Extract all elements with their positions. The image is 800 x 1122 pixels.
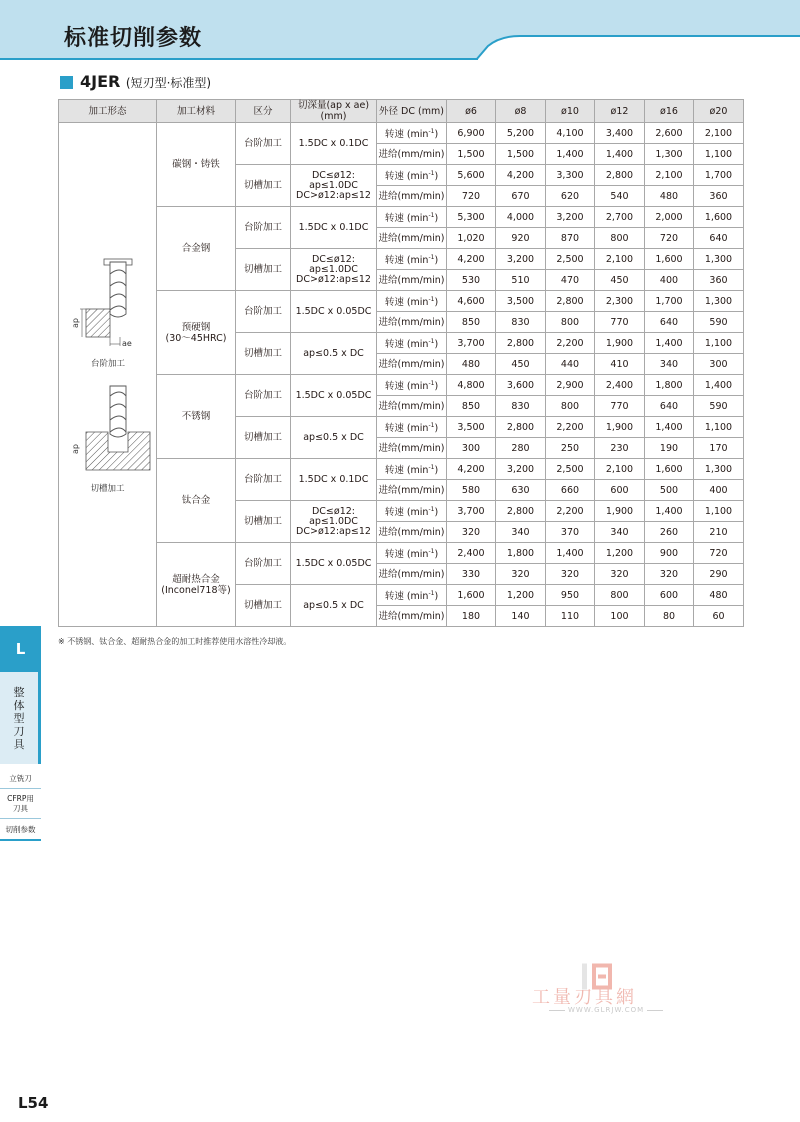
table-row xyxy=(59,459,744,480)
speed-label-cell: 转速 $(\min^{-1})$ xyxy=(377,207,447,228)
speed-value-cell: 2,800 xyxy=(546,291,595,312)
speed-value-cell: 1,900 xyxy=(595,501,645,522)
feed-value-cell: 360 xyxy=(694,270,744,291)
header-cell: 区分 xyxy=(236,100,291,123)
speed-value-cell: 1,400 xyxy=(645,417,694,438)
feed-value-cell: 190 xyxy=(645,438,694,459)
depth-cell: 1.5DC x 0.1DC xyxy=(291,207,377,249)
speed-value-cell: 4,600 xyxy=(447,291,496,312)
shape-diagram-cell xyxy=(59,123,157,627)
header-cell: ø8 xyxy=(496,100,546,123)
slot-label: 切槽加工 xyxy=(90,484,125,494)
speed-value-cell: 2,800 xyxy=(496,417,546,438)
speed-value-cell: 3,700 xyxy=(447,333,496,354)
feed-value-cell: 1,100 xyxy=(694,144,744,165)
speed-value-cell: 1,400 xyxy=(645,501,694,522)
table-row xyxy=(59,543,744,564)
speed-value-cell: 2,200 xyxy=(546,501,595,522)
speed-value-cell: 2,100 xyxy=(645,165,694,186)
material-cell: 钛合金 xyxy=(157,459,236,543)
operation-cell: 切槽加工 xyxy=(236,417,291,459)
feed-value-cell: 250 xyxy=(546,438,595,459)
header-cell: 外径 DC (mm) xyxy=(377,100,447,123)
side-category-label: 整体型刀具 xyxy=(13,686,25,751)
feed-value-cell: 1,300 xyxy=(645,144,694,165)
feed-value-cell: 230 xyxy=(595,438,645,459)
feed-label-cell: 进给(mm/min) xyxy=(377,144,447,165)
material-cell: 预硬钢 (30～45HRC) xyxy=(157,291,236,375)
feed-value-cell: 330 xyxy=(447,564,496,585)
speed-value-cell: 3,700 xyxy=(447,501,496,522)
speed-value-cell: 5,300 xyxy=(447,207,496,228)
speed-value-cell: 3,400 xyxy=(595,123,645,144)
side-item-cfrp[interactable]: CFRP用 刀具 xyxy=(0,793,41,819)
feed-value-cell: 320 xyxy=(595,564,645,585)
feed-value-cell: 60 xyxy=(694,606,744,627)
side-tab-letter[interactable]: L xyxy=(0,626,41,672)
operation-cell: 切槽加工 xyxy=(236,249,291,291)
feed-value-cell: 180 xyxy=(447,606,496,627)
speed-value-cell: 2,800 xyxy=(496,333,546,354)
watermark-url: WWW.GLRJW.COM xyxy=(546,1006,666,1014)
speed-label-cell: 转速 $(\min^{-1})$ xyxy=(377,459,447,480)
header-cell: ø10 xyxy=(546,100,595,123)
speed-value-cell: 900 xyxy=(645,543,694,564)
feed-value-cell: 140 xyxy=(496,606,546,627)
operation-cell: 台阶加工 xyxy=(236,207,291,249)
feed-value-cell: 580 xyxy=(447,480,496,501)
feed-value-cell: 830 xyxy=(496,396,546,417)
svg-text:ap: ap xyxy=(70,318,80,328)
table-header-row xyxy=(59,100,744,123)
feed-value-cell: 590 xyxy=(694,396,744,417)
speed-label-cell: 转速 $(\min^{-1})$ xyxy=(377,291,447,312)
speed-value-cell: 2,700 xyxy=(595,207,645,228)
feed-value-cell: 1,400 xyxy=(546,144,595,165)
feed-value-cell: 720 xyxy=(447,186,496,207)
feed-value-cell: 290 xyxy=(694,564,744,585)
feed-value-cell: 670 xyxy=(496,186,546,207)
table-body xyxy=(59,123,744,627)
table-row xyxy=(59,375,744,396)
feed-label-cell: 进给(mm/min) xyxy=(377,186,447,207)
header-cell: 加工形态 xyxy=(59,100,157,123)
operation-cell: 台阶加工 xyxy=(236,375,291,417)
speed-value-cell: 1,600 xyxy=(447,585,496,606)
side-tab-category[interactable] xyxy=(0,672,41,764)
section-marker xyxy=(60,76,73,89)
speed-label-cell: 转速 $(\min^{-1})$ xyxy=(377,249,447,270)
feed-value-cell: 1,400 xyxy=(595,144,645,165)
speed-value-cell: 2,400 xyxy=(447,543,496,564)
feed-value-cell: 660 xyxy=(546,480,595,501)
speed-value-cell: 4,800 xyxy=(447,375,496,396)
feed-value-cell: 280 xyxy=(496,438,546,459)
speed-value-cell: 2,800 xyxy=(496,501,546,522)
speed-value-cell: 800 xyxy=(595,585,645,606)
feed-value-cell: 400 xyxy=(694,480,744,501)
feed-value-cell: 1,500 xyxy=(447,144,496,165)
feed-label-cell: 进给(mm/min) xyxy=(377,312,447,333)
speed-value-cell: 2,500 xyxy=(546,459,595,480)
speed-value-cell: 950 xyxy=(546,585,595,606)
machining-shape-diagram xyxy=(60,254,156,484)
feed-value-cell: 590 xyxy=(694,312,744,333)
speed-value-cell: 1,400 xyxy=(694,375,744,396)
feed-value-cell: 340 xyxy=(496,522,546,543)
speed-value-cell: 2,200 xyxy=(546,333,595,354)
feed-value-cell: 600 xyxy=(595,480,645,501)
speed-label-cell: 转速 $(\min^{-1})$ xyxy=(377,333,447,354)
speed-value-cell: 3,200 xyxy=(496,249,546,270)
speed-value-cell: 480 xyxy=(694,585,744,606)
speed-value-cell: 1,100 xyxy=(694,501,744,522)
speed-value-cell: 2,100 xyxy=(595,459,645,480)
depth-cell: DC≤ø12: ap≤1.0DC DC>ø12:ap≤12 xyxy=(291,165,377,207)
speed-value-cell: 2,200 xyxy=(546,417,595,438)
feed-value-cell: 770 xyxy=(595,396,645,417)
feed-value-cell: 800 xyxy=(546,396,595,417)
speed-value-cell: 1,600 xyxy=(645,459,694,480)
feed-value-cell: 720 xyxy=(645,228,694,249)
feed-value-cell: 340 xyxy=(595,522,645,543)
svg-text:台阶加工: 台阶加工 xyxy=(90,359,125,369)
feed-value-cell: 450 xyxy=(496,354,546,375)
feed-label-cell: 进给(mm/min) xyxy=(377,228,447,249)
speed-value-cell: 1,300 xyxy=(694,249,744,270)
operation-cell: 台阶加工 xyxy=(236,123,291,165)
cutting-parameter-table xyxy=(58,99,744,627)
feed-label-cell: 进给(mm/min) xyxy=(377,270,447,291)
speed-label-cell: 转速 $(\min^{-1})$ xyxy=(377,501,447,522)
speed-value-cell: 2,100 xyxy=(595,249,645,270)
feed-value-cell: 320 xyxy=(496,564,546,585)
speed-label-cell: 转速 $(\min^{-1})$ xyxy=(377,165,447,186)
speed-value-cell: 4,100 xyxy=(546,123,595,144)
feed-value-cell: 500 xyxy=(645,480,694,501)
header-cell: ø20 xyxy=(694,100,744,123)
speed-value-cell: 4,000 xyxy=(496,207,546,228)
speed-value-cell: 2,600 xyxy=(645,123,694,144)
depth-cell: 1.5DC x 0.1DC xyxy=(291,459,377,501)
speed-label-cell: 转速 $(\min^{-1})$ xyxy=(377,123,447,144)
operation-cell: 切槽加工 xyxy=(236,333,291,375)
header-cell: ø6 xyxy=(447,100,496,123)
feed-value-cell: 850 xyxy=(447,396,496,417)
feed-value-cell: 480 xyxy=(645,186,694,207)
speed-value-cell: 2,800 xyxy=(595,165,645,186)
speed-value-cell: 1,600 xyxy=(694,207,744,228)
side-item-end-mill[interactable]: 立铣刀 xyxy=(0,770,41,789)
speed-value-cell: 720 xyxy=(694,543,744,564)
table-row xyxy=(59,123,744,144)
slot-diagram xyxy=(86,386,150,470)
feed-value-cell: 320 xyxy=(546,564,595,585)
speed-value-cell: 3,200 xyxy=(496,459,546,480)
speed-value-cell: 2,400 xyxy=(595,375,645,396)
feed-value-cell: 480 xyxy=(447,354,496,375)
speed-value-cell: 2,500 xyxy=(546,249,595,270)
speed-label-cell: 转速 $(\min^{-1})$ xyxy=(377,375,447,396)
speed-value-cell: 1,900 xyxy=(595,333,645,354)
table-row xyxy=(59,207,744,228)
speed-value-cell: 1,300 xyxy=(694,459,744,480)
feed-value-cell: 400 xyxy=(645,270,694,291)
speed-value-cell: 4,200 xyxy=(447,459,496,480)
depth-cell: ap≤0.5 x DC xyxy=(291,333,377,375)
section-subtitle: (短刃型·标准型) xyxy=(125,76,212,90)
speed-label-cell: 转速 $(\min^{-1})$ xyxy=(377,417,447,438)
feed-value-cell: 1,500 xyxy=(496,144,546,165)
feed-value-cell: 800 xyxy=(546,312,595,333)
feed-value-cell: 370 xyxy=(546,522,595,543)
depth-cell: DC≤ø12: ap≤1.0DC DC>ø12:ap≤12 xyxy=(291,501,377,543)
feed-value-cell: 360 xyxy=(694,186,744,207)
feed-value-cell: 450 xyxy=(595,270,645,291)
speed-value-cell: 3,300 xyxy=(546,165,595,186)
header-cell: ø12 xyxy=(595,100,645,123)
feed-label-cell: 进给(mm/min) xyxy=(377,606,447,627)
material-cell: 超耐热合金 (Inconel718等) xyxy=(157,543,236,627)
depth-cell: 1.5DC x 0.05DC xyxy=(291,543,377,585)
feed-value-cell: 320 xyxy=(645,564,694,585)
speed-label-cell: 转速 $(\min^{-1})$ xyxy=(377,543,447,564)
feed-value-cell: 1,020 xyxy=(447,228,496,249)
depth-cell: 1.5DC x 0.1DC xyxy=(291,123,377,165)
speed-value-cell: 1,700 xyxy=(694,165,744,186)
header-cell: 切深量(ap x ae) (mm) xyxy=(291,100,377,123)
speed-value-cell: 6,900 xyxy=(447,123,496,144)
shoulder-diagram xyxy=(80,259,132,346)
feed-value-cell: 80 xyxy=(645,606,694,627)
feed-value-cell: 440 xyxy=(546,354,595,375)
speed-label-cell: 转速 $(\min^{-1})$ xyxy=(377,585,447,606)
feed-label-cell: 进给(mm/min) xyxy=(377,564,447,585)
speed-value-cell: 2,100 xyxy=(694,123,744,144)
feed-value-cell: 300 xyxy=(694,354,744,375)
section-model: 4JER xyxy=(80,72,121,91)
operation-cell: 切槽加工 xyxy=(236,585,291,627)
material-cell: 合金钢 xyxy=(157,207,236,291)
speed-value-cell: 1,900 xyxy=(595,417,645,438)
watermark-name: 工量刃具網 xyxy=(532,987,637,1008)
feed-label-cell: 进给(mm/min) xyxy=(377,438,447,459)
header-cell: 加工材料 xyxy=(157,100,236,123)
speed-value-cell: 3,600 xyxy=(496,375,546,396)
page-title: 标准切削参数 xyxy=(64,26,203,51)
feed-value-cell: 830 xyxy=(496,312,546,333)
feed-value-cell: 170 xyxy=(694,438,744,459)
feed-value-cell: 800 xyxy=(595,228,645,249)
page-number: L54 xyxy=(18,1094,49,1112)
speed-value-cell: 1,800 xyxy=(645,375,694,396)
feed-label-cell: 进给(mm/min) xyxy=(377,480,447,501)
feed-value-cell: 630 xyxy=(496,480,546,501)
depth-cell: 1.5DC x 0.05DC xyxy=(291,291,377,333)
side-item-cutting-params[interactable]: 切削参数 xyxy=(0,821,41,841)
depth-cell: ap≤0.5 x DC xyxy=(291,417,377,459)
feed-label-cell: 进给(mm/min) xyxy=(377,354,447,375)
speed-value-cell: 1,400 xyxy=(546,543,595,564)
feed-label-cell: 进给(mm/min) xyxy=(377,522,447,543)
speed-value-cell: 3,200 xyxy=(546,207,595,228)
feed-value-cell: 920 xyxy=(496,228,546,249)
feed-value-cell: 540 xyxy=(595,186,645,207)
feed-value-cell: 340 xyxy=(645,354,694,375)
feed-value-cell: 320 xyxy=(447,522,496,543)
speed-value-cell: 1,200 xyxy=(595,543,645,564)
feed-value-cell: 850 xyxy=(447,312,496,333)
svg-text:ap: ap xyxy=(70,444,80,454)
speed-value-cell: 1,200 xyxy=(496,585,546,606)
speed-value-cell: 1,400 xyxy=(645,333,694,354)
speed-value-cell: 1,800 xyxy=(496,543,546,564)
speed-value-cell: 1,100 xyxy=(694,417,744,438)
feed-value-cell: 770 xyxy=(595,312,645,333)
operation-cell: 台阶加工 xyxy=(236,459,291,501)
material-cell: 不锈钢 xyxy=(157,375,236,459)
speed-value-cell: 2,900 xyxy=(546,375,595,396)
operation-cell: 切槽加工 xyxy=(236,501,291,543)
depth-cell: ap≤0.5 x DC xyxy=(291,585,377,627)
feed-value-cell: 410 xyxy=(595,354,645,375)
svg-text:ae: ae xyxy=(121,339,132,348)
speed-value-cell: 2,300 xyxy=(595,291,645,312)
feed-value-cell: 640 xyxy=(645,396,694,417)
operation-cell: 切槽加工 xyxy=(236,165,291,207)
speed-value-cell: 1,700 xyxy=(645,291,694,312)
feed-value-cell: 510 xyxy=(496,270,546,291)
speed-value-cell: 1,100 xyxy=(694,333,744,354)
depth-cell: 1.5DC x 0.05DC xyxy=(291,375,377,417)
header-cell: ø16 xyxy=(645,100,694,123)
footnote: ※ 不锈钢、钛合金、超耐热合金的加工时推荐使用水溶性冷却液。 xyxy=(58,637,292,646)
speed-value-cell: 2,000 xyxy=(645,207,694,228)
speed-value-cell: 4,200 xyxy=(447,249,496,270)
speed-value-cell: 4,200 xyxy=(496,165,546,186)
speed-value-cell: 3,500 xyxy=(447,417,496,438)
operation-cell: 台阶加工 xyxy=(236,543,291,585)
operation-cell: 台阶加工 xyxy=(236,291,291,333)
material-cell: 碳钢・铸铁 xyxy=(157,123,236,207)
feed-label-cell: 进给(mm/min) xyxy=(377,396,447,417)
speed-value-cell: 5,200 xyxy=(496,123,546,144)
feed-value-cell: 110 xyxy=(546,606,595,627)
feed-value-cell: 530 xyxy=(447,270,496,291)
section-title xyxy=(80,72,211,91)
feed-value-cell: 300 xyxy=(447,438,496,459)
depth-cell: DC≤ø12: ap≤1.0DC DC>ø12:ap≤12 xyxy=(291,249,377,291)
feed-value-cell: 260 xyxy=(645,522,694,543)
feed-value-cell: 640 xyxy=(645,312,694,333)
feed-value-cell: 870 xyxy=(546,228,595,249)
feed-value-cell: 620 xyxy=(546,186,595,207)
table-row xyxy=(59,291,744,312)
speed-value-cell: 1,600 xyxy=(645,249,694,270)
feed-value-cell: 100 xyxy=(595,606,645,627)
speed-value-cell: 5,600 xyxy=(447,165,496,186)
speed-value-cell: 1,300 xyxy=(694,291,744,312)
feed-value-cell: 640 xyxy=(694,228,744,249)
feed-value-cell: 210 xyxy=(694,522,744,543)
feed-value-cell: 470 xyxy=(546,270,595,291)
speed-value-cell: 3,500 xyxy=(496,291,546,312)
speed-value-cell: 600 xyxy=(645,585,694,606)
